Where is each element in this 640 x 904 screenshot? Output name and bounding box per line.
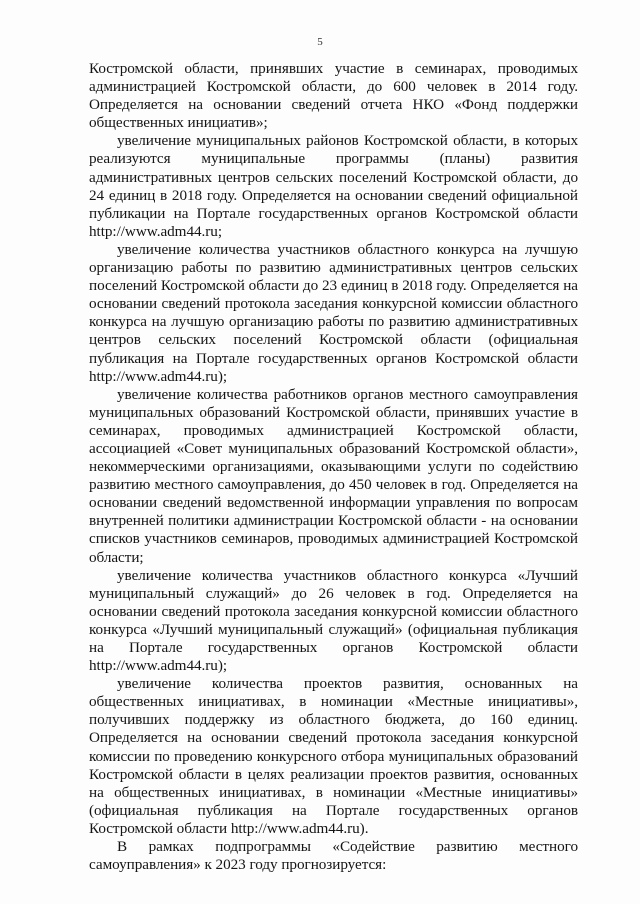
paragraph-subprogram-forecast: В рамках подпрограммы «Содействие развитию местного самоуправления» к 2023 году прогнозируется: (89, 838, 578, 874)
document-body (89, 60, 578, 874)
paragraph-municipal-districts-programs: увеличение муниципальных районов Костромской области, в которых реализуются муниципальные программы (планы) развития административных центров сельских поселений Костромской области, до 24 единиц в 2018 году. Определяется на основании сведений официальной публикации на Портале государственных органов Костромской области http://www.adm44.ru; (89, 132, 578, 240)
paragraph-regional-contest-participants: увеличение количества участников областного конкурса на лучшую организацию работы по развитию административных центров сельских поселений Костромской области до 23 единиц в 2018 году. Определяется на основании сведений протокола заседания конкурсной комиссии областного конкурса на лучшую организацию работы по развитию административных центров сельских поселений Костромской области (официальная публикация на Портале государственных органов Костромской области http://www.adm44.ru); (89, 240, 578, 385)
paragraph-local-initiatives-projects: увеличение количества проектов развития, основанных на общественных инициативах, в номинации «Местные инициативы», получивших поддержку из областного бюджета, до 160 единиц. Определяется на основании сведений протокола заседания конкурсной комиссии по проведению конкурсного отбора муниципальных образований Костромской области в целях реализации проектов развития, основанных на общественных инициативах, в номинации «Местные инициативы» (официальная публикация на Портале государственных органов Костромской области http://www.adm44.ru). (89, 675, 578, 837)
paragraph-seminar-participants-continued: Костромской области, принявших участие в семинарах, проводимых администрацией Костромской области, до 600 человек в 2014 году. Определяется на основании сведений отчета НКО «Фонд поддержки общественных инициатив»; (89, 60, 578, 132)
page-number: 5 (317, 36, 323, 48)
paragraph-best-municipal-employee-contest: увеличение количества участников областного конкурса «Лучший муниципальный служащий» до 26 человек в год. Определяется на основании сведений протокола заседания конкурсной комиссии областного конкурса «Лучший муниципальный служащий» (официальная публикация на Портале государственных органов Костромской области http://www.adm44.ru); (89, 566, 578, 675)
paragraph-local-government-staff-seminars: увеличение количества работников органов местного самоуправления муниципальных образований Костромской области, принявших участие в семинарах, проводимых администрацией Костромской области, ассоциацией «Совет муниципальных образований Костромской области», некоммерческими организациями, оказывающими услуги по содействию развитию местного самоуправления, до 450 человек в год. Определяется на основании сведений ведомственной информации управления по вопросам внутренней политики администрации Костромской области - на основании списков участников семинаров, проводимых администрацией Костромской области; (89, 385, 578, 566)
